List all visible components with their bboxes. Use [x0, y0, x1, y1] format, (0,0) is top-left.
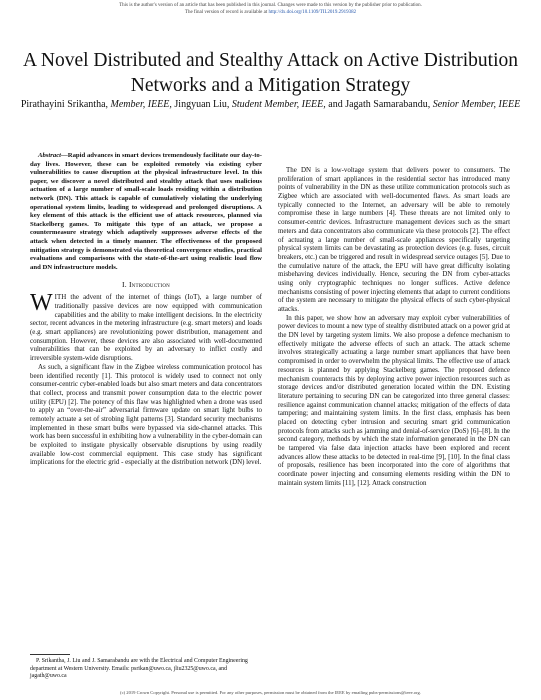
author-3-role: Senior Member, IEEE: [432, 99, 521, 110]
paper-title: A Novel Distributed and Stealthy Attack on Active Distribution Networks and a Mitigation Strategy: [22, 50, 519, 96]
copyright-footer: (c) 2019 Crown Copyright. Personal use is permitted. For any other purposes, permission must be obtained from the IEEE by emailing pubs-permissions@ieee.org.: [120, 690, 421, 695]
author-3: and Jagath Samarabandu,: [328, 99, 431, 110]
right-paragraph-1: The DN is a low-voltage system that delivers power to consumers. The proliferation of smart appliances in the residential sector has introduced many points of vulnerability in the DN as these utilize communication protocols such as Zigbee which are associated with well-documented flaws. As smart loads are typically connected to the Internet, an adversary will be able to remotely compromise these in large numbers [4]. These threats are not limited only to consumer-centric devices. Infrastructure management devices such as the smart meters and data concentrators also communicate via these protocols [2]. The effect of actuating a large number of small-scale appliances specifically targeting physical system limits can be devastating as protection devices (e.g. fuses, circuit breakers, etc.) can be triggered and result in widespread service outages [5]. Due to the cumulative nature of the attack, the EPU will have great difficulty isolating misbehaving devices individually. Hence, securing the DN from cyber-attacks using only cryptographic techniques no longer suffices. Active defence mechanisms consisting of power injecting elements that adapt to current conditions of the system are necessary to mitigate the physical effects of such cyber-physical attacks.: [278, 166, 510, 313]
author-2: Jingyuan Liu,: [174, 99, 230, 110]
intro-paragraph-1-text: ITH the advent of the internet of things (IoT), a large number of traditionally passive devices are now equipped with communication capabilities and the ability to make intelligent decisions. In the electricity sector, recent advances in the metering infrastructure (e.g. smart meters) and loads (e.g. smart appliances) are revolutionizing power distribution, management and consumption. However, these devices are also associated with well-documented vulnerabilities that can be exploited by an adversary to inflict costly and irreversible system-wide disruptions.: [30, 293, 262, 363]
doi-note: [0, 10, 541, 16]
section-title: Introduction: [128, 280, 170, 290]
footnote-text: P. Srikantha, J. Liu and J. Samarabandu are with the Electrical and Computer Engineering department at Western University. Emails: psrikan@uwo.ca, jliu2325@uwo.ca, and jagath@uwo.ca: [30, 658, 248, 680]
affiliation-footnote: [30, 658, 262, 681]
intro-paragraph-1: [30, 290, 262, 363]
section-number: I.: [122, 280, 127, 290]
author-2-role: Student Member, IEEE,: [231, 99, 326, 110]
author-1: Pirathayini Srikantha,: [20, 99, 109, 110]
left-column: [30, 152, 262, 467]
right-column: [278, 166, 510, 487]
publisher-note: This is the author's version of an article that has been published in this journal. Changes were made to this version by the publisher prior to publication.: [119, 3, 422, 8]
section-heading-introduction: [30, 280, 262, 290]
abstract-lead: Abstract: [38, 152, 62, 159]
doi-link[interactable]: http://dx.doi.org/10.1109/TII.2019.2919382: [268, 10, 357, 15]
author-1-role: Member, IEEE,: [110, 99, 172, 110]
abstract: [30, 152, 262, 272]
abstract-text: —Rapid advances in smart devices tremendously facilitate our day-to-day lives. However, these can be exploited remotely via existing cyber vulnerabilities to cause disruption at the physical infrastructure level. In this paper, we discover a novel distributed and stealthy attack that uses malicious actuation of a large number of small-scale loads residing within a distribution network (DN). This attack is capable of cumulatively violating the underlying operational system limits, leading to widespread and prolonged disruptions. A key element of this attack is the efficient use of attack resources, planned via Stackelberg games. To mitigate this type of an attack, we propose a countermeasure strategy which adaptively suppresses adverse effects of the attack when detected in a timely manner. The effectiveness of the proposed mitigation strategy is demonstrated via theoretical convergence studies, practical evaluations and comparisons with the state-of-the-art using realistic load flow and DN infrastructure models.: [30, 152, 262, 271]
drop-cap: W: [30, 290, 53, 317]
doi-prefix: The final version of record is available at: [184, 10, 268, 15]
right-paragraph-2: In this paper, we show how an adversary may exploit cyber vulnerabilities of power devices to mount a new type of stealthy distributed attack on a power grid at the DN level by targeting system limits. We also propose a defence mechanism to effectively mitigate the adverse effects of such an attack. The attack scheme involves strategically actuating a large number smart appliances that have been compromised in order to overwhelm the physical limits. The effective use of attack resources is planned by applying Stackelberg games. The proposed defence mechanism counteracts this by deploying active power injection resources such as storage devices and/or distributed generation located within the DN. Existing literature pertaining to securing DN can be categorized into three general classes: resilience against communication channel attacks; mitigation of the effects of data tampering; and maintaining system limits. In the first class, emphasis has been placed on detecting cyber intrusion and securing smart grid communication protocols from attacks such as jamming and denial-of-service (DoS) [6]–[8]. In the second category, methods by which the state information generated in the DN can be tampered via false data injection attacks have been explored and recent advances allow these attacks to be detected in real-time [9], [10]. In the final class of proposals, resilience has been incorporated into the core of algorithms that coordinate power injecting and consuming elements residing within the DN to maintain system limits [11], [12]. Attack construction: [278, 313, 510, 487]
footnote-rule: [30, 654, 70, 655]
author-list: [20, 98, 521, 112]
intro-paragraph-2: As such, a significant flaw in the Zigbee wireless communication protocol has been identified recently [1]. This protocol is widely used to connect not only consumer-centric cyber-enabled loads but also smart meters and data concentrators that collect, process and transmit power consumption data to the electric power utility (EPU) [2]. The potency of this flaw was highlighted when a drone was used to apply an “over-the-air” adversarial firmware update on smart light bulbs to remotely actuate a set of strobing light patterns [3]. Standard security mechanisms implemented in these smart bulbs were bypassed via side-channel attacks. This work has been successful in exhibiting how a vulnerability in the cyber-domain can be exploited to instigate physically observable disruptions by using readily available low-cost commercial equipment. This case study has significant implications for the electric grid - especially at the distribution network (DN) level.: [30, 362, 262, 467]
